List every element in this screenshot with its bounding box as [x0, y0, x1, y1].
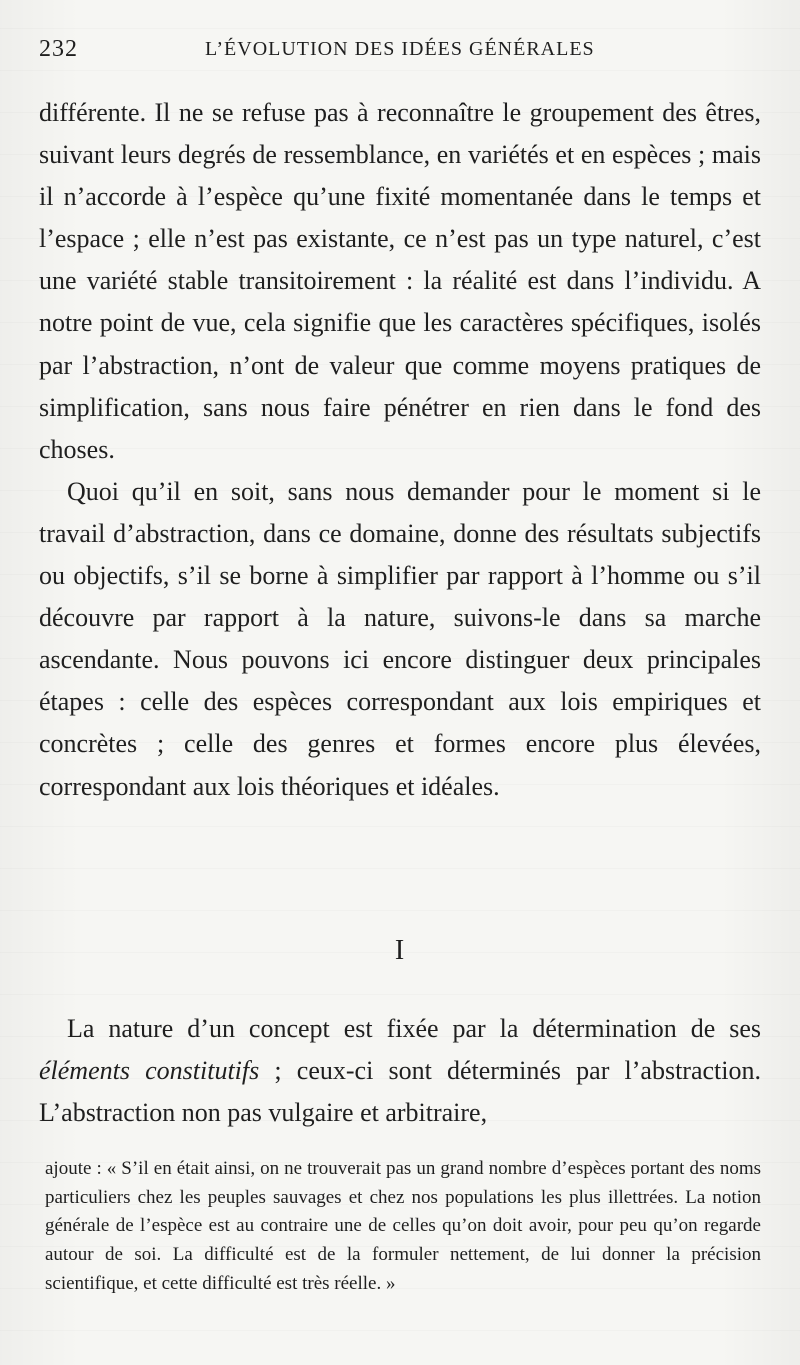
section-number: I: [394, 935, 406, 966]
section-text-start: La nature d’un concept est fixée par la détermination de ses: [67, 1014, 761, 1043]
footnote: ajoute : « S’il en était ainsi, on ne trouverait pas un grand nombre d’espèces portant des noms particuliers chez les peuples sauvages et chez nos populations les plus illettrées. La notion générale de l’espèce est au contraire une de celles qu’on doit avoir, pour peu qu’on regarde autour de soi. La difficulté est de la formuler nettement, de lui donner la précision scientifique, et cette difficulté est très réelle. »: [45, 1158, 761, 1294]
page-header: [39, 36, 761, 68]
section-paragraph: [39, 1008, 761, 1134]
section-italic-text: éléments constitutifs: [39, 1056, 260, 1086]
paragraph-continuation: différente. Il ne se refuse pas à reconnaître le groupement des êtres, suivant leurs degrés de ressemblance, en variétés et en espèces ; mais il n’accorde à l’espèce qu’une fixité momentanée dans le temps et l’espace ; elle n’est pas existante, ce n’est pas un type naturel, c’est une variété stable transitoirement : la réalité est dans l’individu. A notre point de vue, cela signifie que les caractères spécifiques, isolés par l’abstraction, n’ont de valeur que comme moyens pratiques de simplification, sans nous faire pénétrer en rien dans le fond des choses.: [39, 98, 761, 464]
page-number: 232: [39, 36, 78, 62]
section-text-end: ; ceux-ci sont déterminés par l’abstraction. L’abstraction non pas vulgaire et arbitraire,: [39, 1056, 761, 1128]
main-text: [39, 92, 761, 808]
paragraph-main: Quoi qu’il en soit, sans nous demander pour le moment si le travail d’abstraction, dans ce domaine, donne des résultats subjectifs ou objectifs, s’il se borne à simplifier par rapport à l’homme ou s’il découvre par rapport à la nature, suivons-le dans sa marche ascendante. Nous pouvons ici encore distinguer deux principales étapes : celle des espèces correspondant aux lois empiriques et concrètes ; celle des genres et formes encore plus élevées, correspondant aux lois théoriques et idéales.: [39, 476, 761, 801]
running-title: L’ÉVOLUTION DES IDÉES GÉNÉRALES: [205, 38, 595, 60]
